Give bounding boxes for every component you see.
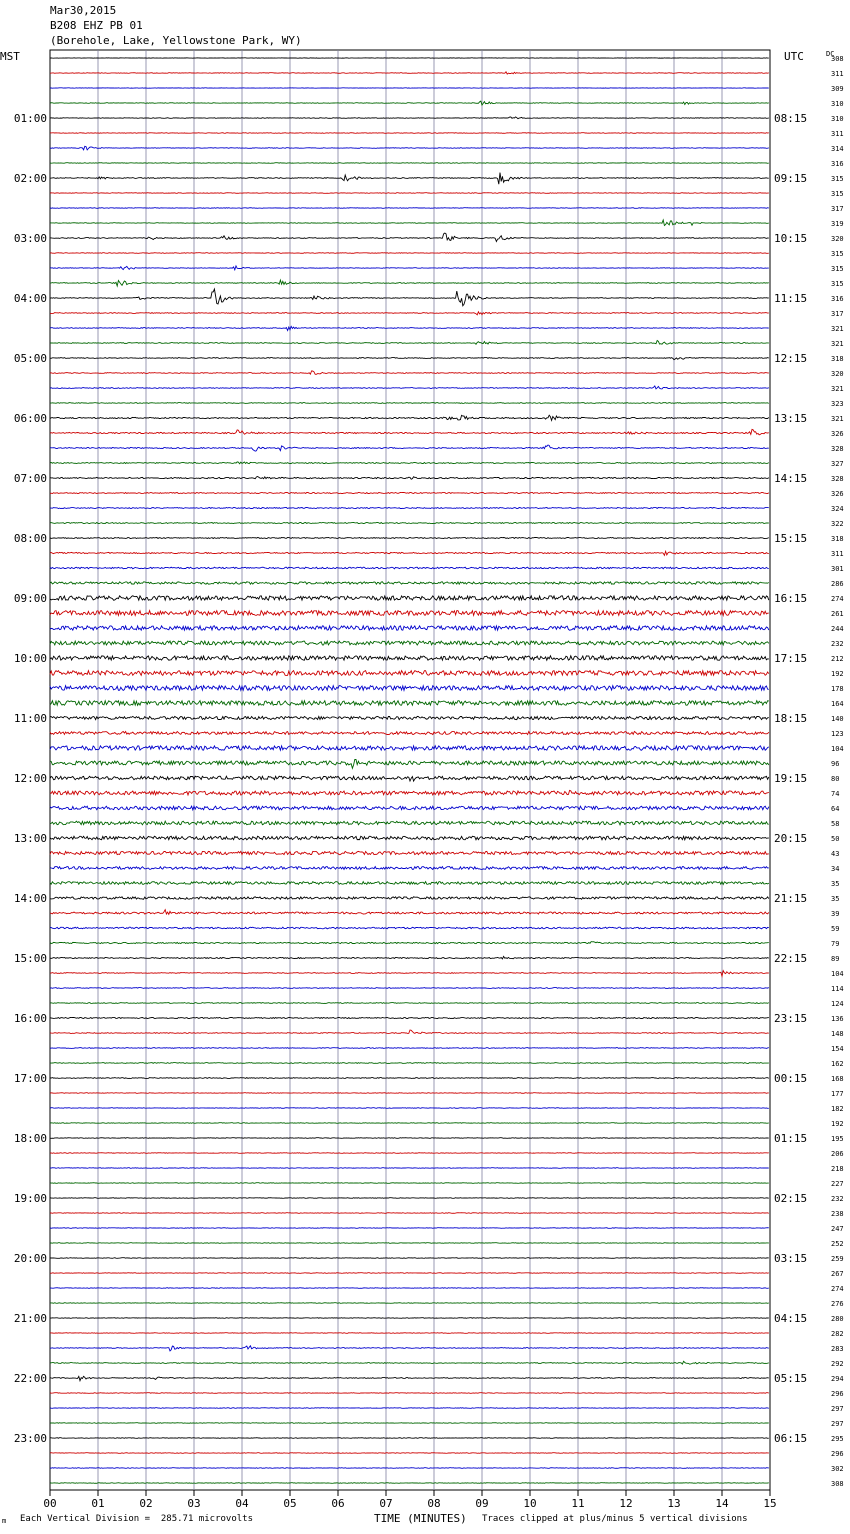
dc-offset-value: 244 [831, 625, 844, 633]
dc-offset-value: 162 [831, 1060, 844, 1068]
seismic-trace [50, 626, 769, 630]
seismic-trace [50, 836, 769, 840]
dc-offset-value: 192 [831, 670, 844, 678]
seismic-trace [50, 851, 769, 854]
seismic-trace [50, 1003, 769, 1004]
mst-hour-label: 17:00 [13, 1072, 47, 1085]
seismic-trace [50, 1483, 769, 1484]
x-tick-label: 06 [331, 1497, 345, 1510]
x-tick-label: 04 [235, 1497, 249, 1510]
seismic-trace [50, 163, 769, 164]
mst-hour-label: 19:00 [13, 1192, 47, 1205]
seismic-trace [50, 358, 769, 360]
dc-offset-value: 148 [831, 1030, 844, 1038]
dc-offset-value: 317 [831, 205, 844, 213]
dc-offset-value: 324 [831, 505, 844, 513]
seismic-trace [50, 611, 769, 616]
dc-offset-value: 79 [831, 940, 840, 948]
seismic-trace [50, 686, 769, 691]
dc-offset-value: 212 [831, 655, 844, 663]
seismic-trace [50, 429, 769, 434]
dc-offset-value: 308 [831, 55, 844, 63]
seismic-trace [50, 1048, 769, 1049]
dc-offset-value: 206 [831, 1150, 844, 1158]
seismic-trace [50, 1453, 769, 1454]
x-tick-label: 09 [475, 1497, 489, 1510]
utc-hour-label: 13:15 [774, 412, 808, 425]
seismic-trace [50, 341, 769, 345]
mst-hour-label: 23:00 [13, 1432, 47, 1445]
dc-offset-value: 74 [831, 790, 840, 798]
seismic-trace [50, 208, 769, 209]
seismic-trace [50, 1258, 769, 1259]
x-axis-label: TIME (MINUTES) [374, 1512, 467, 1525]
seismic-trace [50, 1376, 769, 1380]
dc-offset-value: 136 [831, 1015, 844, 1023]
dc-offset-value: 164 [831, 700, 844, 708]
dc-offset-value: 296 [831, 1450, 844, 1458]
utc-hour-label: 01:15 [774, 1132, 808, 1145]
dc-offset-value: 104 [831, 745, 844, 753]
x-tick-label: 05 [283, 1497, 297, 1510]
dc-offset-value: 247 [831, 1225, 844, 1233]
dc-offset-value: 294 [831, 1375, 844, 1383]
seismic-trace [50, 971, 769, 977]
dc-offset-value: 227 [831, 1180, 844, 1188]
x-tick-label: 11 [571, 1497, 585, 1510]
utc-hour-label: 09:15 [774, 172, 808, 185]
seismic-trace [50, 806, 769, 810]
seismic-trace [50, 403, 769, 404]
seismic-trace [50, 1346, 769, 1351]
seismic-trace [50, 760, 769, 769]
dc-offset-value: 309 [831, 85, 844, 93]
dc-offset-value: 318 [831, 535, 844, 543]
dc-offset-value: 43 [831, 850, 840, 858]
seismic-trace [50, 988, 769, 989]
utc-hour-label: 02:15 [774, 1192, 808, 1205]
mst-hour-label: 06:00 [13, 412, 47, 425]
dc-offset-value: 35 [831, 895, 840, 903]
dc-offset-value: 89 [831, 955, 840, 963]
seismic-trace [50, 1168, 769, 1169]
seismic-trace [50, 386, 769, 389]
x-tick-label: 14 [715, 1497, 729, 1510]
seismic-trace [50, 371, 769, 374]
seismic-trace [50, 493, 769, 494]
dc-offset-value: 315 [831, 175, 844, 183]
dc-offset-value: 315 [831, 280, 844, 288]
dc-offset-value: 302 [831, 1465, 844, 1473]
dc-offset-value: 39 [831, 910, 840, 918]
seismic-trace [50, 746, 769, 750]
x-tick-label: 02 [139, 1497, 153, 1510]
dc-offset-value: 267 [831, 1270, 844, 1278]
dc-offset-value: 323 [831, 400, 844, 408]
mst-hour-label: 21:00 [13, 1312, 47, 1325]
utc-hour-label: 03:15 [774, 1252, 808, 1265]
seismic-trace [50, 280, 769, 286]
seismic-trace [50, 1408, 769, 1409]
utc-hour-label: 15:15 [774, 532, 808, 545]
clip-note: Traces clipped at plus/minus 5 vertical divisions [482, 1514, 748, 1524]
dc-offset-value: 286 [831, 580, 844, 588]
dc-offset-value: 274 [831, 595, 844, 603]
dc-offset-value: 296 [831, 1390, 844, 1398]
utc-hour-label: 06:15 [774, 1432, 808, 1445]
mst-hour-label: 02:00 [13, 172, 47, 185]
seismic-trace [50, 173, 769, 185]
dc-offset-value: 280 [831, 1315, 844, 1323]
mst-hour-label: 15:00 [13, 952, 47, 965]
dc-offset-value: 168 [831, 1075, 844, 1083]
utc-hour-label: 17:15 [774, 652, 808, 665]
seismic-trace [50, 193, 769, 194]
seismic-trace [50, 927, 769, 929]
dc-offset-value: 58 [831, 820, 840, 828]
utc-hour-label: 18:15 [774, 712, 808, 725]
dc-offset-value: 80 [831, 775, 840, 783]
seismic-trace [50, 867, 769, 870]
seismic-trace [50, 1273, 769, 1274]
seismic-trace [50, 1183, 769, 1184]
seismic-trace [50, 1361, 769, 1364]
seismic-trace [50, 220, 769, 226]
dc-offset-value: 218 [831, 1165, 844, 1173]
dc-offset-value: 317 [831, 310, 844, 318]
utc-hour-label: 16:15 [774, 592, 808, 605]
dc-offset-value: 320 [831, 370, 844, 378]
mst-hour-label: 08:00 [13, 532, 47, 545]
dc-offset-value: 321 [831, 385, 844, 393]
dc-offset-value: 316 [831, 295, 844, 303]
dc-offset-value: 192 [831, 1120, 844, 1128]
x-tick-label: 10 [523, 1497, 537, 1510]
dc-offset-value: 104 [831, 970, 844, 978]
mst-hour-label: 04:00 [13, 292, 47, 305]
dc-offset-value: 319 [831, 220, 844, 228]
dc-offset-value: 261 [831, 610, 844, 618]
seismic-trace [50, 776, 769, 781]
seismic-trace [50, 701, 769, 706]
seismic-trace [50, 1138, 769, 1139]
mst-hour-label: 22:00 [13, 1372, 47, 1385]
mst-hour-label: 03:00 [13, 232, 47, 245]
seismic-trace [50, 326, 769, 330]
seismic-trace [50, 1288, 769, 1289]
dc-offset-value: 177 [831, 1090, 844, 1098]
dc-offset-value: 321 [831, 340, 844, 348]
dc-offset-value: 195 [831, 1135, 844, 1143]
utc-hour-label: 23:15 [774, 1012, 808, 1025]
seismic-trace [50, 596, 769, 600]
seismic-trace [50, 1153, 769, 1154]
dc-offset-value: 232 [831, 1195, 844, 1203]
station-location: (Borehole, Lake, Yellowstone Park, WY) [50, 34, 302, 47]
dc-offset-value: 316 [831, 160, 844, 168]
dc-offset-value: 321 [831, 415, 844, 423]
seismic-trace [50, 289, 769, 306]
seismic-trace [50, 462, 769, 464]
seismic-trace [50, 101, 769, 105]
mst-hour-label: 12:00 [13, 772, 47, 785]
utc-hour-label: 14:15 [774, 472, 808, 485]
dc-offset-value: 182 [831, 1105, 844, 1113]
dc-offset-value: 297 [831, 1420, 844, 1428]
mst-hour-label: 05:00 [13, 352, 47, 365]
seismic-trace [50, 656, 769, 660]
seismic-trace [50, 882, 769, 885]
plot-frame [50, 50, 770, 1490]
seismic-trace [50, 1438, 769, 1439]
left-timezone-label: MST [0, 50, 20, 63]
mst-hour-label: 01:00 [13, 112, 47, 125]
dc-offset-value: 321 [831, 325, 844, 333]
dc-offset-value: 315 [831, 190, 844, 198]
mst-hour-label: 10:00 [13, 652, 47, 665]
seismic-trace [50, 1318, 769, 1319]
mst-hour-label: 16:00 [13, 1012, 47, 1025]
dc-offset-value: 314 [831, 145, 844, 153]
right-timezone-label: UTC [784, 50, 804, 63]
x-tick-label: 07 [379, 1497, 393, 1510]
x-tick-label: 12 [619, 1497, 633, 1510]
x-tick-label: 13 [667, 1497, 681, 1510]
dc-offset-value: 311 [831, 550, 844, 558]
dc-offset-value: 295 [831, 1435, 844, 1443]
seismic-trace [50, 551, 769, 555]
seismic-trace [50, 1078, 769, 1079]
seismic-trace [50, 72, 769, 74]
seismic-trace [50, 508, 769, 509]
seismic-trace [50, 671, 769, 676]
dc-offset-value: 276 [831, 1300, 844, 1308]
dc-offset-value: 310 [831, 115, 844, 123]
dc-offset-value: 326 [831, 430, 844, 438]
seismic-trace [50, 641, 769, 645]
station-code: B208 EHZ PB 01 [50, 19, 143, 32]
dc-offset-value: 232 [831, 640, 844, 648]
seismic-trace [50, 1423, 769, 1424]
seismic-trace [50, 1108, 769, 1109]
seismic-trace [50, 1468, 769, 1469]
dc-offset-value: 140 [831, 715, 844, 723]
dc-offset-value: 238 [831, 1210, 844, 1218]
seismic-trace [50, 732, 769, 735]
seismic-trace [50, 1093, 769, 1094]
seismic-trace [50, 1228, 769, 1229]
dc-offset-value: 308 [831, 1480, 844, 1488]
mst-hour-label: 13:00 [13, 832, 47, 845]
dc-offset-value: 315 [831, 265, 844, 273]
dc-offset-value: 64 [831, 805, 840, 813]
x-tick-label: 15 [763, 1497, 777, 1510]
dc-offset-value: 283 [831, 1345, 844, 1353]
utc-hour-label: 20:15 [774, 832, 808, 845]
seismic-trace [50, 538, 769, 539]
utc-hour-label: 10:15 [774, 232, 808, 245]
dc-offset-value: 301 [831, 565, 844, 573]
seismic-trace [50, 266, 769, 270]
seismic-trace [50, 133, 769, 134]
dc-offset-value: 124 [831, 1000, 844, 1008]
utc-hour-label: 12:15 [774, 352, 808, 365]
dc-column-label: DC [826, 50, 835, 58]
seismic-trace [50, 1030, 769, 1034]
seismic-trace [50, 253, 769, 254]
dc-offset-value: 252 [831, 1240, 844, 1248]
dc-offset-value: 123 [831, 730, 844, 738]
seismic-trace [50, 1198, 769, 1199]
dc-offset-value: 328 [831, 475, 844, 483]
seismic-trace [50, 956, 769, 959]
seismic-trace [50, 415, 769, 420]
dc-offset-value: 322 [831, 520, 844, 528]
seismic-trace [50, 790, 769, 795]
seismic-trace [50, 117, 769, 119]
dc-offset-value: 327 [831, 460, 844, 468]
dc-offset-value: 310 [831, 100, 844, 108]
vertical-scale-note: Each Vertical Division = 285.71 microvolts [20, 1514, 253, 1524]
mst-hour-label: 18:00 [13, 1132, 47, 1145]
dc-offset-value: 114 [831, 985, 844, 993]
dc-offset-value: 59 [831, 925, 840, 933]
dc-offset-value: 259 [831, 1255, 844, 1263]
chart-date: Mar30,2015 [50, 4, 117, 17]
utc-hour-label: 11:15 [774, 292, 808, 305]
dc-offset-value: 328 [831, 445, 844, 453]
seismic-trace [50, 910, 769, 915]
dc-offset-value: 154 [831, 1045, 844, 1053]
dc-offset-value: 311 [831, 70, 844, 78]
mst-hour-label: 11:00 [13, 712, 47, 725]
dc-offset-value: 318 [831, 355, 844, 363]
dc-offset-value: 34 [831, 865, 840, 873]
utc-hour-label: 08:15 [774, 112, 808, 125]
dc-offset-value: 35 [831, 880, 840, 888]
dc-offset-value: 96 [831, 760, 840, 768]
x-tick-label: 08 [427, 1497, 441, 1510]
seismic-trace [50, 1333, 769, 1334]
seismic-trace [50, 567, 769, 569]
utc-hour-label: 22:15 [774, 952, 808, 965]
dc-offset-value: 178 [831, 685, 844, 693]
dc-offset-value: 292 [831, 1360, 844, 1368]
seismic-trace [50, 233, 769, 242]
dc-offset-value: 274 [831, 1285, 844, 1293]
seismic-trace [50, 942, 769, 944]
dc-offset-value: 311 [831, 130, 844, 138]
seismic-trace [50, 312, 769, 315]
mst-hour-label: 20:00 [13, 1252, 47, 1265]
mst-hour-label: 09:00 [13, 592, 47, 605]
utc-hour-label: 00:15 [774, 1072, 808, 1085]
seismic-trace [50, 1018, 769, 1019]
seismic-trace [50, 146, 769, 150]
seismic-trace [50, 1303, 769, 1304]
seismic-trace [50, 897, 769, 899]
x-tick-label: 01 [91, 1497, 105, 1510]
utc-hour-label: 04:15 [774, 1312, 808, 1325]
seismic-trace [50, 821, 769, 825]
utc-hour-label: 21:15 [774, 892, 808, 905]
seismic-trace [50, 523, 769, 524]
dc-offset-value: 326 [831, 490, 844, 498]
seismic-trace [50, 1213, 769, 1214]
scale-icon: m [2, 1517, 7, 1525]
seismic-trace [50, 1393, 769, 1394]
seismic-trace [50, 1063, 769, 1064]
seismic-trace [50, 445, 769, 451]
seismic-trace [50, 1123, 769, 1124]
dc-offset-value: 320 [831, 235, 844, 243]
seismic-trace [50, 477, 769, 480]
seismic-trace [50, 1243, 769, 1244]
mst-hour-label: 14:00 [13, 892, 47, 905]
x-tick-label: 00 [43, 1497, 57, 1510]
x-tick-label: 03 [187, 1497, 201, 1510]
dc-offset-value: 297 [831, 1405, 844, 1413]
dc-offset-value: 282 [831, 1330, 844, 1338]
mst-hour-label: 07:00 [13, 472, 47, 485]
utc-hour-label: 19:15 [774, 772, 808, 785]
seismic-trace [50, 716, 769, 719]
utc-hour-label: 05:15 [774, 1372, 808, 1385]
dc-offset-value: 50 [831, 835, 840, 843]
seismic-trace [50, 582, 769, 584]
dc-offset-value: 315 [831, 250, 844, 258]
